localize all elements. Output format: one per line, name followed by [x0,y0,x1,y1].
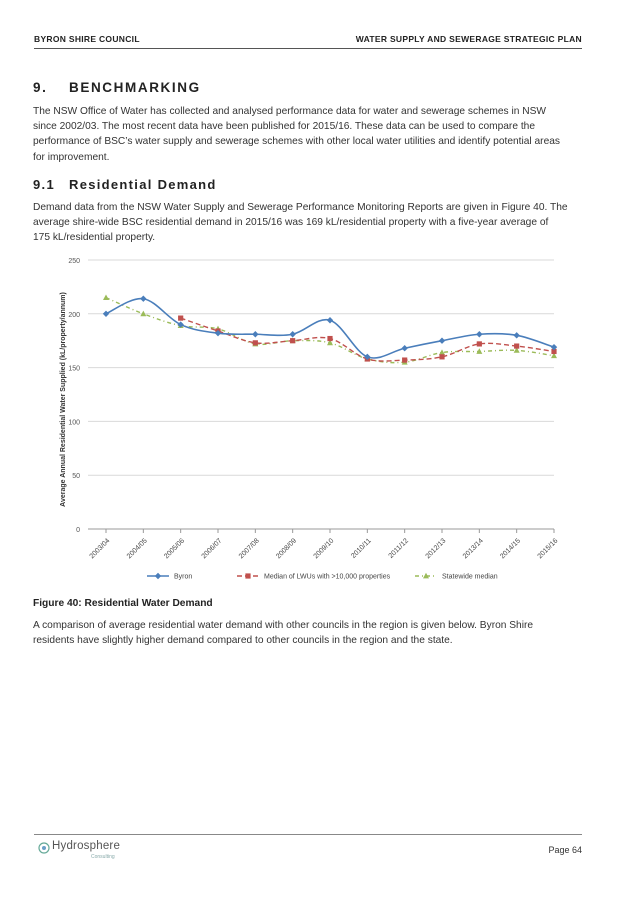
x-tick-label: 2004/05 [125,537,149,561]
data-point [514,343,519,348]
data-point [477,341,482,346]
subsection-heading [33,177,217,192]
data-point [103,294,109,300]
y-tick-label: 250 [68,258,80,265]
footer-divider [34,834,582,835]
x-tick-label: 2008/09 [275,537,299,561]
series-line [106,299,554,358]
x-tick-label: 2014/15 [499,537,523,561]
section-heading [33,80,201,95]
data-point [439,354,444,359]
y-tick-label: 150 [68,365,80,373]
x-tick-label: 2013/14 [461,537,485,561]
series-line [106,298,554,363]
figure-caption: Figure 40: Residential Water Demand [33,598,213,609]
section-number: 9. [33,80,48,95]
section-paragraph: The NSW Office of Water has collected and analysed performance data for water and sewerage schemes in NSW since 2002/03. The most recent data have been published for 2015/16. These data can be used to compare the performance of BSC’s water supply and sewerage schemes with other local water utilities and identify potential areas for improvement. [33,106,561,163]
x-tick-label: 2007/08 [237,537,261,561]
legend-label: Median of LWUs with >10,000 properties [264,573,391,581]
subsection-title: Residential Demand [69,177,217,192]
y-tick-label: 100 [68,419,80,427]
legend-marker [245,573,250,578]
data-point [476,331,482,337]
data-point [290,338,295,343]
x-tick-label: 2011/12 [387,537,411,560]
y-tick-label: 200 [68,311,80,319]
header-divider [34,48,582,49]
data-point [253,340,258,345]
page-number: Page 64 [548,845,582,855]
x-tick-label: 2015/16 [536,537,560,561]
logo-text: Hydrosphere [52,840,121,852]
residential-demand-chart [52,250,572,590]
x-tick-label: 2003/04 [88,537,112,561]
page-header [34,34,582,48]
header-organisation: BYRON SHIRE COUNCIL [34,34,140,44]
data-point [513,332,519,338]
closing-paragraph: A comparison of average residential water demand with other councils in the region is given below. Byron Shire residents have slightly higher demand compared to other councils in the region and the state. [33,620,534,647]
logo-subtext: Consulting [91,854,115,860]
y-tick-label: 50 [72,473,80,481]
data-point [289,331,295,337]
x-tick-label: 2009/10 [312,537,336,561]
legend-marker [155,573,161,579]
subsection-number: 9.1 [33,177,55,192]
data-point [439,338,445,344]
data-point [327,336,332,341]
data-point [327,317,333,323]
data-point [401,345,407,351]
header-document-title: WATER SUPPLY AND SEWERAGE STRATEGIC PLAN [355,34,582,44]
x-tick-label: 2006/07 [200,537,224,561]
legend-label: Byron [174,573,193,581]
data-point [178,316,183,321]
y-axis-label: Average Annual Residential Water Supplied (kL/property/annum) [60,292,67,507]
subsection-paragraph: Demand data from the NSW Water Supply and Sewerage Performance Monitoring Reports are given in Figure 40. The average shire-wide BSC residential demand in 2015/16 was 169 kL/residential property with a five-year average of 175 kL/residential property. [33,202,568,244]
legend-label: Statewide median [442,573,498,581]
data-point [402,357,407,362]
x-tick-label: 2005/06 [163,537,187,561]
data-point [252,331,258,337]
section-title: BENCHMARKING [69,80,201,95]
y-tick-label: 0 [76,527,80,534]
x-tick-label: 2010/11 [350,537,373,560]
hydrosphere-logo-icon [38,842,50,854]
data-point [140,296,146,302]
data-point [103,311,109,317]
data-point [439,349,445,355]
x-tick-label: 2012/13 [424,537,448,561]
